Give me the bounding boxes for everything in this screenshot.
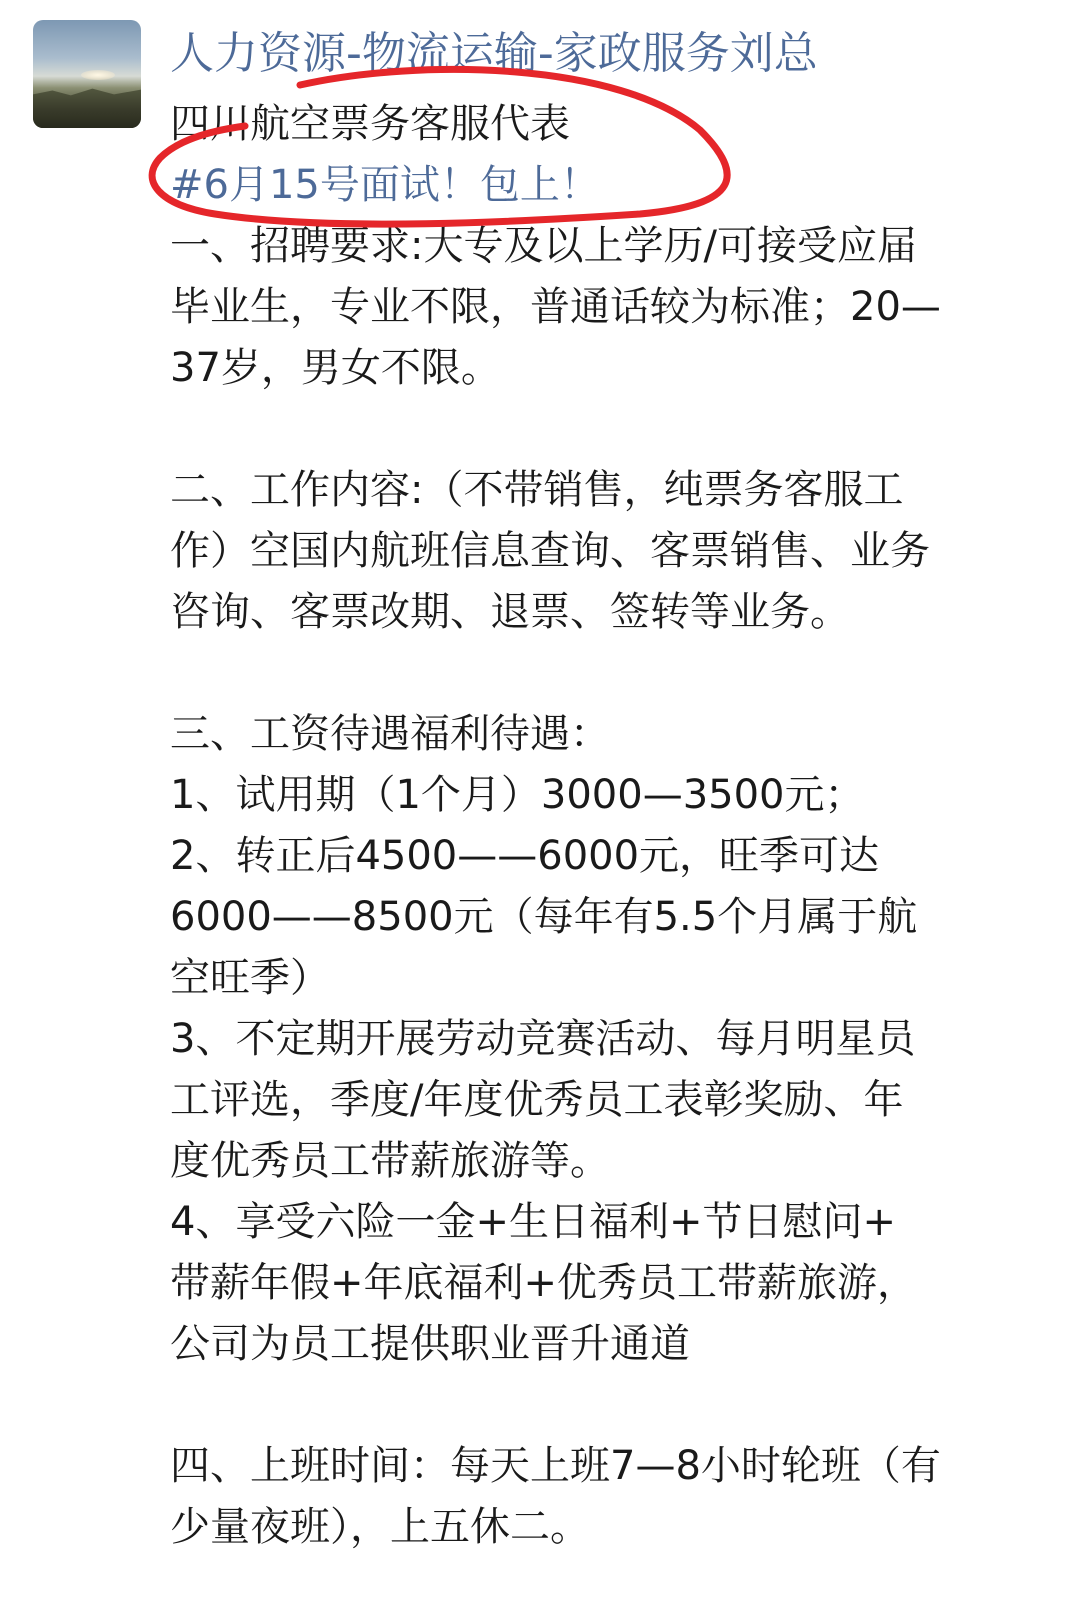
- work-content-line-2: 作）空国内航班信息查询、客票销售、业务: [170, 528, 930, 574]
- benefit-item-1: 1、试用期（1个月）3000—3500元；: [170, 772, 865, 818]
- work-hours-line-1: 四、上班时间：每天上班7—8小时轮班（有: [170, 1443, 941, 1489]
- post-title-line: 四川航空票务客服代表: [170, 101, 570, 147]
- benefit-item-3-line-1: 3、不定期开展劳动竞赛活动、每月明星员: [170, 1016, 916, 1062]
- requirements-line-1: 一、招聘要求:大专及以上学历/可接受应届: [170, 223, 917, 269]
- benefits-heading: 三、工资待遇福利待遇：: [170, 711, 610, 757]
- benefit-item-4-line-1: 4、享受六险一金+生日福利+节日慰问+: [170, 1199, 896, 1245]
- author-name[interactable]: 人力资源-物流运输-家政服务刘总: [170, 28, 818, 79]
- work-hours-line-2: 少量夜班），上五休二。: [170, 1504, 590, 1550]
- paragraph-spacer: [170, 399, 1050, 460]
- benefit-item-4-line-2: 带薪年假+年底福利+优秀员工带薪旅游，: [170, 1260, 918, 1306]
- paragraph-spacer: [170, 643, 1050, 704]
- requirements-line-3: 37岁，男女不限。: [170, 345, 501, 391]
- benefit-item-2-line-3: 空旺季）: [170, 955, 330, 1001]
- work-content-line-3: 咨询、客票改期、退票、签转等业务。: [170, 589, 850, 635]
- hashtag-link[interactable]: #6月15号面试！包上！: [170, 162, 600, 208]
- benefit-item-3-line-3: 度优秀员工带薪旅游等。: [170, 1138, 610, 1184]
- work-content-line-1: 二、工作内容:（不带销售，纯票务客服工: [170, 467, 904, 513]
- requirements-line-2: 毕业生，专业不限，普通话较为标准；20—: [170, 284, 941, 330]
- paragraph-spacer: [170, 1375, 1050, 1436]
- avatar[interactable]: [33, 20, 141, 128]
- benefit-item-2-line-1: 2、转正后4500——6000元，旺季可达: [170, 833, 880, 879]
- benefit-item-4-line-3: 公司为员工提供职业晋升通道: [170, 1321, 690, 1367]
- benefit-item-3-line-2: 工评选，季度/年度优秀员工表彰奖励、年: [170, 1077, 904, 1123]
- benefit-item-2-line-2: 6000——8500元（每年有5.5个月属于航: [170, 894, 918, 940]
- avatar-sun: [81, 70, 115, 80]
- avatar-hills: [33, 80, 141, 128]
- post-content: [170, 94, 1050, 1558]
